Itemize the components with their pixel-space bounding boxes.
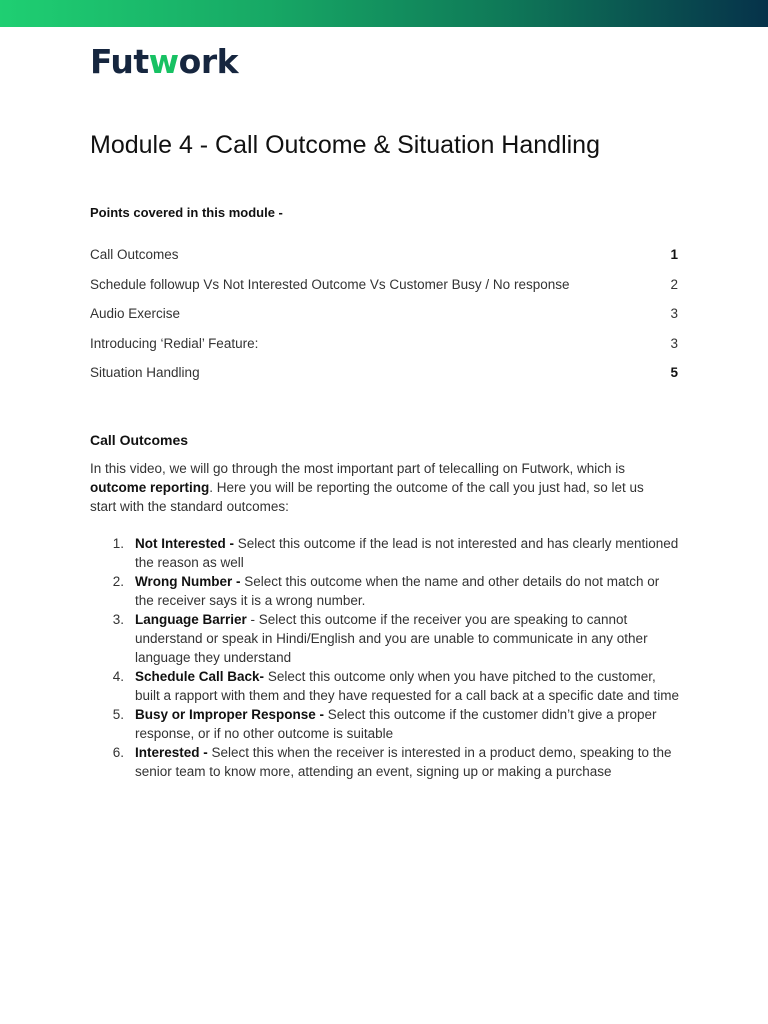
- outcome-description: Select this outcome only when you have pitched to the customer, built a rapport with them and they have requested for a call back at a specific date and time: [135, 669, 680, 703]
- list-item: [90, 705, 680, 743]
- list-item-text: [135, 572, 680, 610]
- outcome-term: Busy or Improper Response -: [135, 707, 325, 722]
- outcome-description: Select this outcome if the customer didn’t give a proper response, or if no other outcome is suitable: [135, 707, 657, 741]
- list-item: [90, 667, 680, 705]
- toc-item[interactable]: [90, 365, 678, 395]
- list-item-text: [135, 667, 680, 705]
- section-intro: [90, 459, 670, 516]
- toc-item[interactable]: [90, 247, 678, 277]
- toc-item[interactable]: [90, 336, 678, 366]
- toc-item-label: Situation Handling: [90, 365, 200, 380]
- outcome-description: Select this outcome if the lead is not interested and has clearly mentioned the reason as well: [135, 536, 679, 570]
- toc-item[interactable]: [90, 277, 678, 307]
- list-item-text: [135, 610, 680, 667]
- toc-item-label: Schedule followup Vs Not Interested Outcome Vs Customer Busy / No response: [90, 276, 570, 292]
- list-item-number: 5.: [112, 707, 124, 722]
- list-item: [90, 534, 680, 572]
- list-item-text: [135, 705, 680, 743]
- outcome-description: Select this outcome when the name and other details do not match or the receiver says it is a wrong number.: [135, 574, 660, 608]
- list-item-number: 6.: [112, 745, 124, 760]
- intro-bold-term: outcome reporting: [90, 480, 210, 495]
- outcome-term: Language Barrier: [135, 612, 247, 627]
- toc-item-page: 5: [670, 365, 678, 380]
- header-gradient-bar: [0, 0, 768, 27]
- logo-text-prefix: Fut: [90, 42, 149, 81]
- list-item: [90, 610, 680, 667]
- logo-text-suffix: ork: [178, 42, 239, 81]
- outcome-term: Wrong Number -: [135, 574, 241, 589]
- outcome-description: - Select this outcome if the receiver you are speaking to cannot understand or speak in Hindi/English and you are unable to communicate in any other language they understand: [135, 612, 648, 665]
- toc-item-page: 3: [670, 306, 678, 321]
- toc-item-label: Call Outcomes: [90, 247, 179, 262]
- list-item-number: 3.: [112, 612, 124, 627]
- table-of-contents: [90, 247, 678, 395]
- list-item-number: 4.: [112, 669, 124, 684]
- outcome-term: Not Interested -: [135, 536, 235, 551]
- list-item: [90, 572, 680, 610]
- toc-item-label: Introducing ‘Redial’ Feature:: [90, 335, 259, 351]
- toc-item-label: Audio Exercise: [90, 306, 181, 321]
- list-item: [90, 743, 680, 781]
- outcome-description: Select this when the receiver is interested in a product demo, speaking to the senior team to know more, attending an event, signing up or making a purchase: [135, 745, 672, 779]
- toc-item-page: 1: [670, 247, 678, 262]
- list-item-text: [135, 743, 680, 781]
- page-title: Module 4 - Call Outcome & Situation Handling: [90, 131, 600, 159]
- toc-heading: Points covered in this module -: [90, 205, 283, 220]
- logo-text-accent: w: [148, 42, 179, 81]
- toc-item-page: 2: [670, 276, 678, 292]
- outcome-term: Schedule Call Back-: [135, 669, 265, 684]
- section-heading-call-outcomes: Call Outcomes: [90, 432, 189, 448]
- toc-item-page: 3: [670, 335, 678, 351]
- list-item-number: 2.: [112, 574, 124, 589]
- futwork-logo: [90, 40, 238, 84]
- outcomes-list: [90, 534, 680, 781]
- list-item-number: 1.: [112, 536, 124, 551]
- outcome-term: Interested -: [135, 745, 208, 760]
- toc-item[interactable]: [90, 306, 678, 336]
- list-item-text: [135, 534, 680, 572]
- intro-text: In this video, we will go through the most important part of telecalling on Futwork, which is: [90, 461, 626, 476]
- intro-text-end: . Here you will be reporting the outcome of the call you just had, so let us start with the standard outcomes:: [90, 480, 644, 514]
